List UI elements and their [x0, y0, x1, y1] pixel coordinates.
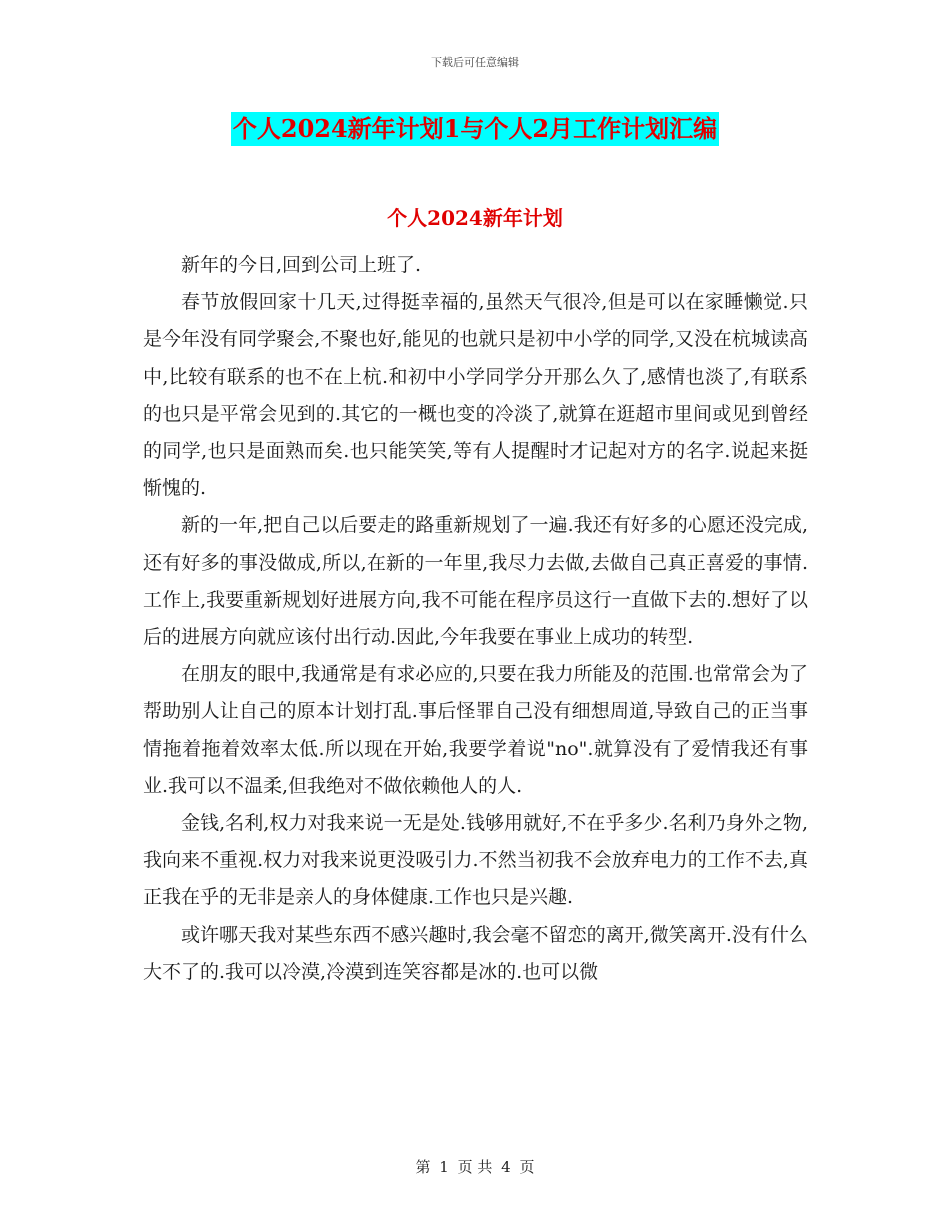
footer-suffix: 页 [519, 1158, 535, 1176]
body-text [143, 247, 808, 991]
main-title-container [0, 112, 950, 146]
page-total: 4 [501, 1158, 511, 1176]
footer-middle: 页 共 [457, 1158, 493, 1176]
paragraph: 新年的今日,回到公司上班了. [181, 254, 422, 276]
page-footer [0, 1156, 950, 1177]
header-note: 下载后可任意编辑 [431, 56, 519, 69]
paragraph: 新的一年,把自己以后要走的路重新规划了一遍.我还有好多的心愿还没完成,还有好多的事没做成,所以,在新的一年里,我尽力去做,去做自己真正喜爱的事情.工作上,我要重新规划好进展方向,我不可能在程序员这行一直做下去的.想好了以后的进展方向就应该付出行动.因此,今年我要在事业上成功的转型. [143, 514, 808, 649]
main-title: 个人2024新年计划1与个人2月工作计划汇编 [231, 112, 719, 146]
paragraph: 春节放假回家十几天,过得挺幸福的,虽然天气很冷,但是可以在家睡懒觉.只是今年没有同学聚会,不聚也好,能见的也就只是初中小学的同学,又没在杭城读高中,比较有联系的也不在上杭.和初中小学同学分开那么久了,感情也淡了,有联系的也只是平常会见到的.其它的一概也变的冷淡了,就算在逛超市里间或见到曾经的同学,也只是面熟而矣.也只能笑笑,等有人提醒时才记起对方的名字.说起来挺惭愧的. [143, 291, 808, 500]
page-number: 1 [439, 1158, 449, 1176]
paragraph: 在朋友的眼中,我通常是有求必应的,只要在我力所能及的范围.也常常会为了帮助别人让自己的原本计划打乱.事后怪罪自己没有细想周道,导致自己的正当事情拖着拖着效率太低.所以现在开始,我要学着说"no".就算没有了爱情我还有事业.我可以不温柔,但我绝对不做依赖他人的人. [143, 663, 808, 797]
paragraph: 金钱,名利,权力对我来说一无是处.钱够用就好,不在乎多少.名利乃身外之物,我向来不重视.权力对我来说更没吸引力.不然当初我不会放弃电力的工作不去,真正我在乎的无非是亲人的身体健康.工作也只是兴趣. [143, 812, 808, 909]
paragraph: 或许哪天我对某些东西不感兴趣时,我会毫不留恋的离开,微笑离开.没有什么大不了的.我可以冷漠,冷漠到连笑容都是冰的.也可以微 [143, 923, 808, 983]
footer-prefix: 第 [415, 1158, 431, 1176]
section-title: 个人2024新年计划 [387, 206, 563, 230]
